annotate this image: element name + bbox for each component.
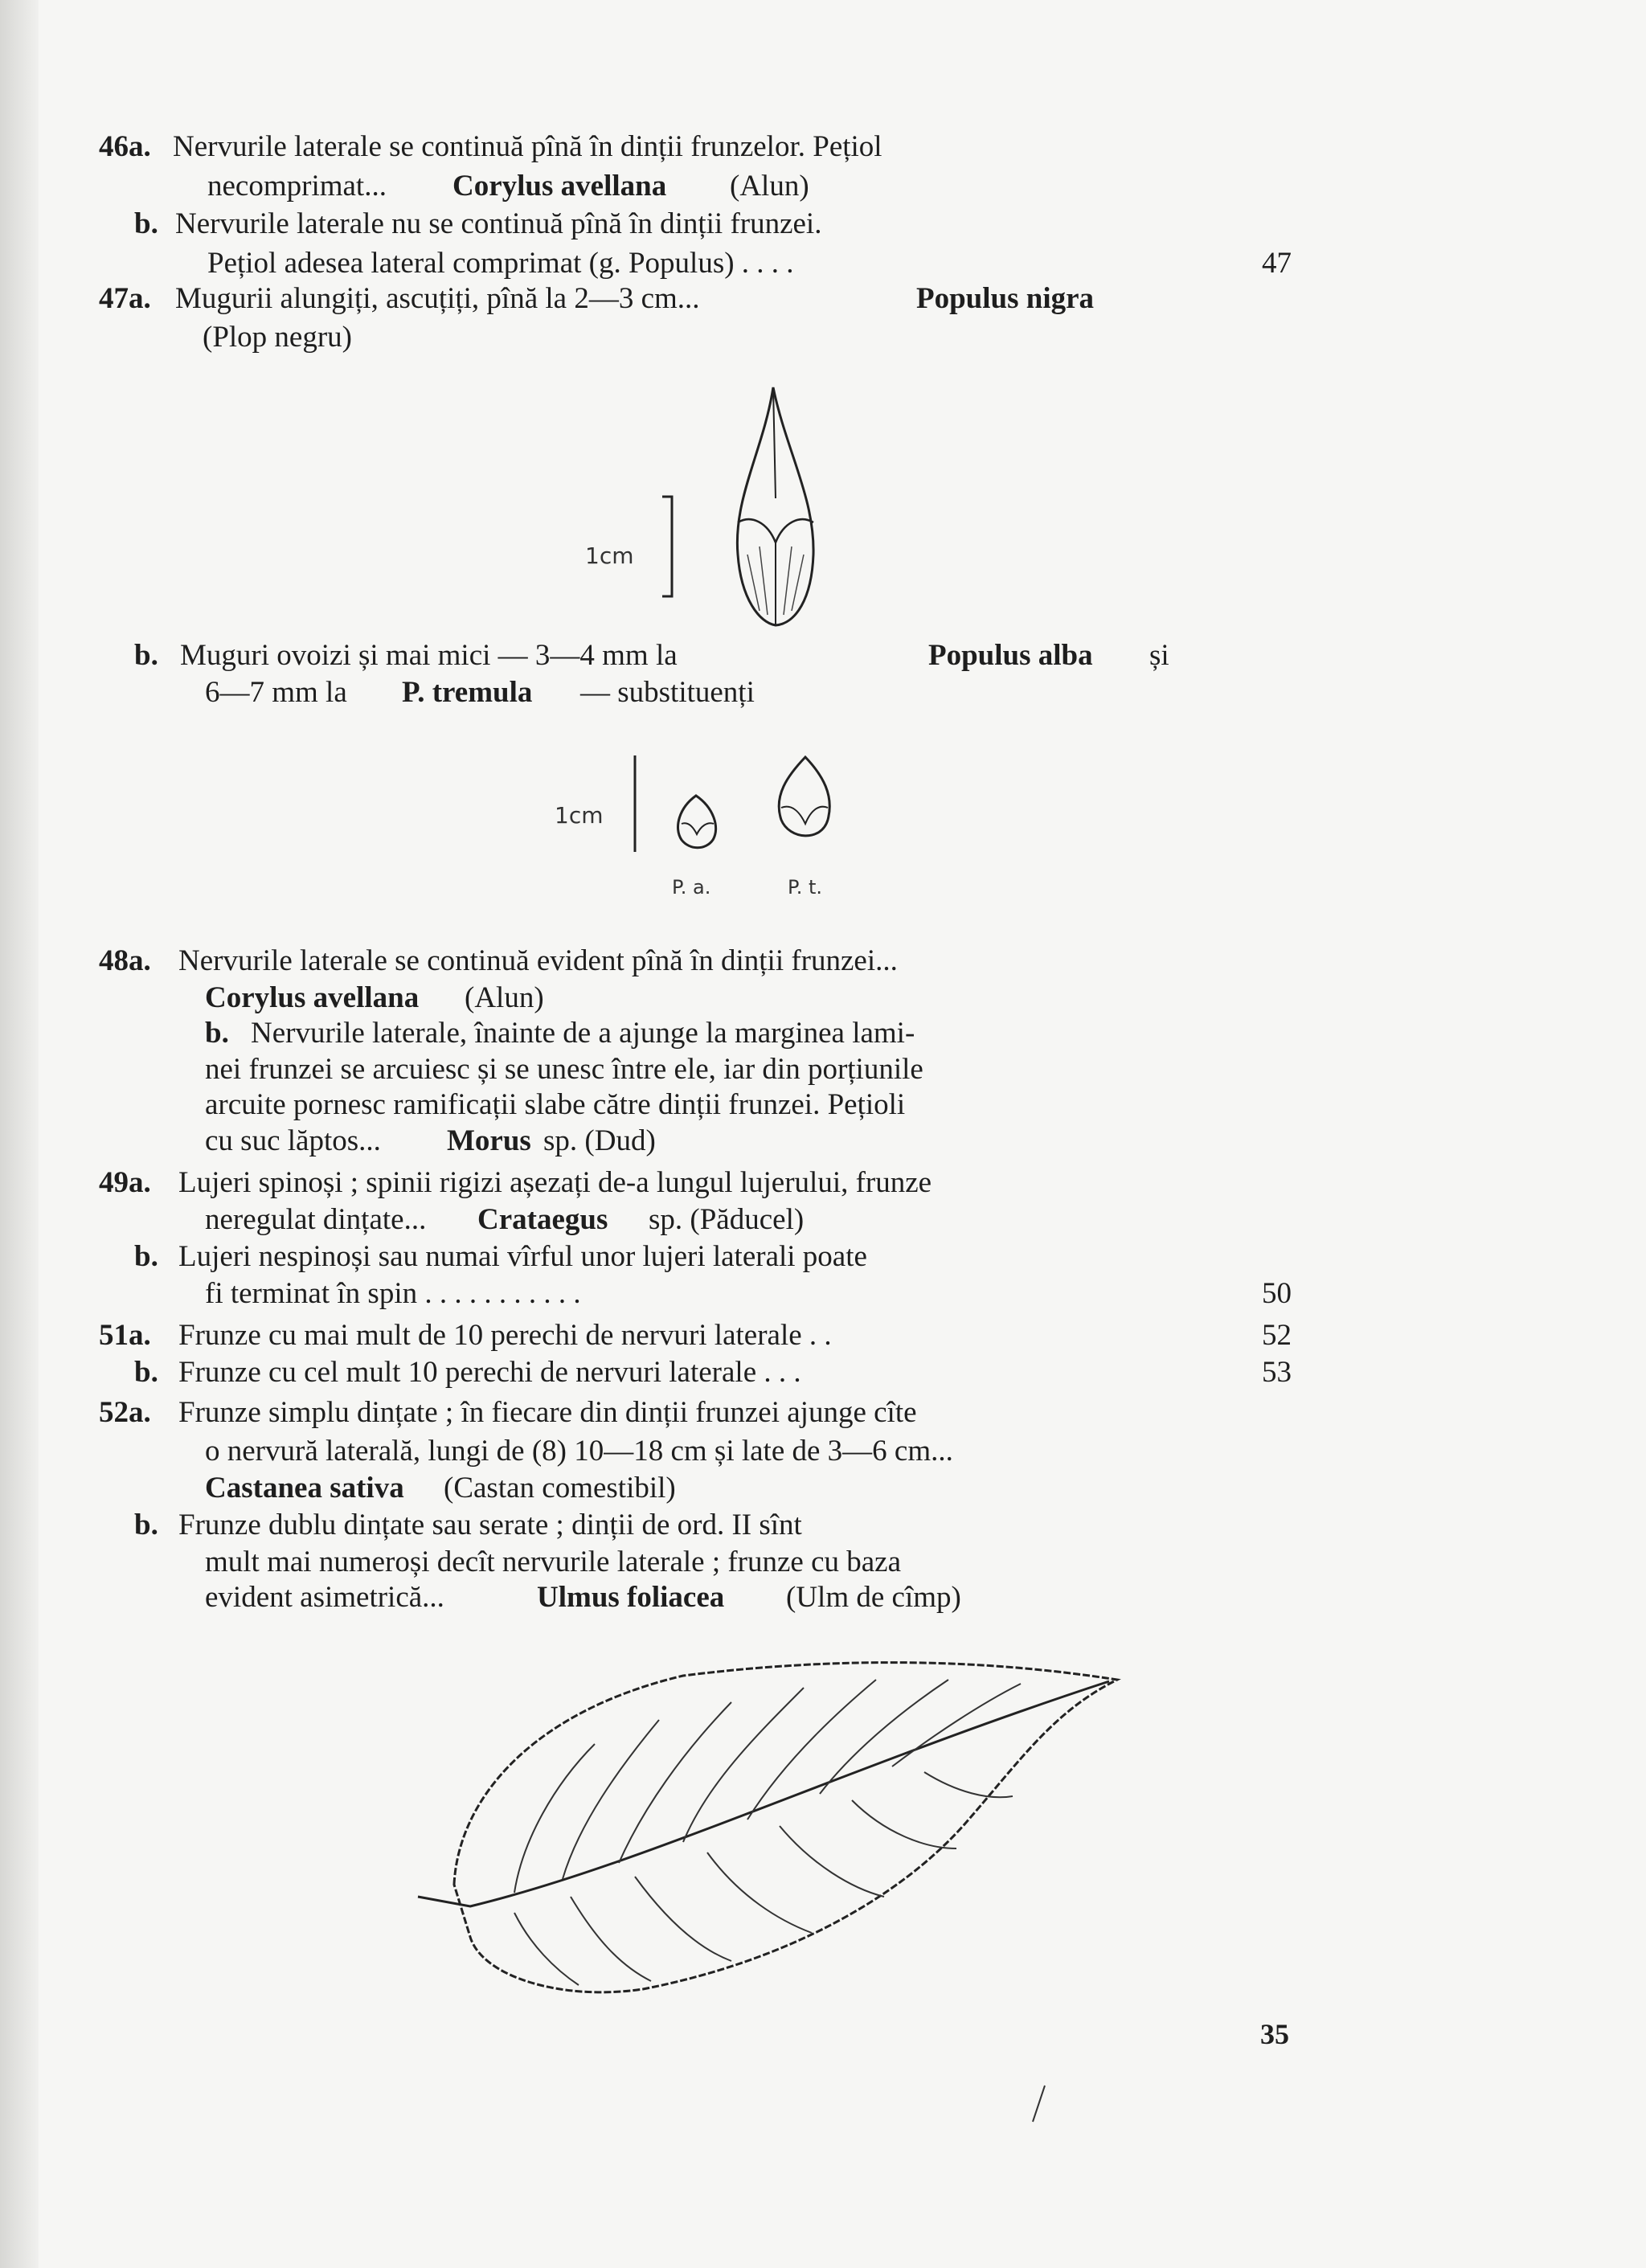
entry-text: Frunze dublu dințate sau serate ; dinții de ord. II sînt <box>178 1509 802 1541</box>
entry-text: (Alun) <box>730 170 809 203</box>
species-name: Populus alba <box>928 639 1093 672</box>
species-name: Crataegus <box>477 1203 608 1236</box>
entry-text: necomprimat... <box>207 170 387 203</box>
lead-number: 50 <box>1262 1277 1292 1310</box>
entry-text: Lujeri spinoși ; spinii rigizi așezați de-a lungul lujerului, frunze <box>178 1166 932 1199</box>
lead-number: 52 <box>1262 1319 1292 1352</box>
entry-text: nei frunzei se arcuiesc și se unesc între ele, iar din porțiunile <box>205 1053 923 1086</box>
entry-label: 48a. <box>99 944 151 977</box>
bud-label-alba: P. a. <box>672 876 711 899</box>
entry-label: b. <box>134 1240 158 1273</box>
species-name: Populus nigra <box>916 282 1095 315</box>
entry-text: (Ulm de cîmp) <box>786 1581 961 1614</box>
entry-text: Nervurile laterale se continuă pînă în dinții frunzelor. Pețiol <box>173 130 882 163</box>
entry-label: b. <box>134 1356 158 1389</box>
entry-text: și <box>1149 639 1169 672</box>
entry-text: Nervurile laterale se continuă evident pînă în dinții frunzei... <box>178 944 898 977</box>
lead-number: 53 <box>1262 1356 1292 1389</box>
entry-text: Frunze cu mai mult de 10 perechi de nervuri laterale . . <box>178 1319 832 1352</box>
entry-text: Pețiol adesea lateral comprimat (g. Populus) . . . . <box>207 247 794 280</box>
species-name: Morus <box>447 1124 531 1157</box>
scale-label: 1cm <box>585 542 634 569</box>
species-name: Corylus avellana <box>205 981 420 1014</box>
entry-text: neregulat dințate... <box>205 1203 427 1236</box>
entry-text: Nervurile laterale, înainte de a ajunge la marginea lami- <box>251 1017 915 1050</box>
entry-label: b. <box>134 207 158 240</box>
entry-text: cu suc lăptos... <box>205 1124 381 1157</box>
entry-text: Frunze cu cel mult 10 perechi de nervuri laterale . . . <box>178 1356 801 1389</box>
entry-text: Nervurile laterale nu se continuă pînă în dinții frunzei. <box>175 207 822 240</box>
species-name: Castanea sativa <box>205 1472 404 1504</box>
entry-text: Frunze simplu dințate ; în fiecare din dinții frunzei ajunge cîte <box>178 1396 917 1429</box>
entry-text: o nervură laterală, lungi de (8) 10—18 cm și late de 3—6 cm... <box>205 1435 953 1468</box>
species-name: Ulmus foliacea <box>537 1581 725 1614</box>
margin-mark <box>1033 2086 1045 2122</box>
entry-text: (Castan comestibil) <box>444 1472 676 1504</box>
entry-text: evident asimetrică... <box>205 1581 444 1614</box>
entry-text: sp. (Dud) <box>543 1124 656 1157</box>
entry-text: (Alun) <box>465 981 544 1014</box>
entry-label: 46a. <box>99 130 151 163</box>
entry-label: b. <box>205 1017 229 1050</box>
lead-number: 47 <box>1262 247 1292 280</box>
entry-label: b. <box>134 1509 158 1541</box>
entry-label: 52a. <box>99 1396 151 1429</box>
bud-label-tremula: P. t. <box>788 876 823 899</box>
entry-text: Lujeri nespinoși sau numai vîrful unor lujeri laterali poate <box>178 1240 867 1273</box>
entry-text: sp. (Păducel) <box>649 1203 805 1236</box>
leaf-veins <box>514 1680 1021 1985</box>
entry-label: 51a. <box>99 1319 151 1352</box>
entry-text: (Plop negru) <box>203 321 352 354</box>
entry-label: b. <box>134 639 158 672</box>
species-name: P. tremula <box>402 676 533 709</box>
entry-label: 49a. <box>99 1166 151 1199</box>
entry-text: fi terminat în spin . . . . . . . . . . . <box>205 1277 581 1310</box>
entry-text: arcuite pornesc ramificații slabe către dinții frunzei. Pețioli <box>205 1088 906 1121</box>
entry-text: Mugurii alungiți, ascuțiți, pînă la 2—3 cm... <box>175 282 700 315</box>
entry-text: — substituenți <box>580 676 755 709</box>
entry-label: 47a. <box>99 282 151 315</box>
entry-text: mult mai numeroși decît nervurile laterale ; frunze cu baza <box>205 1545 902 1578</box>
scale-label: 1cm <box>555 802 604 829</box>
page-number: 35 <box>1260 2018 1289 2050</box>
entry-text: Muguri ovoizi și mai mici — 3—4 mm la <box>180 639 678 672</box>
leaf-midrib <box>418 1681 1109 1906</box>
entry-text: 6—7 mm la <box>205 676 347 709</box>
species-name: Corylus avellana <box>452 170 667 203</box>
